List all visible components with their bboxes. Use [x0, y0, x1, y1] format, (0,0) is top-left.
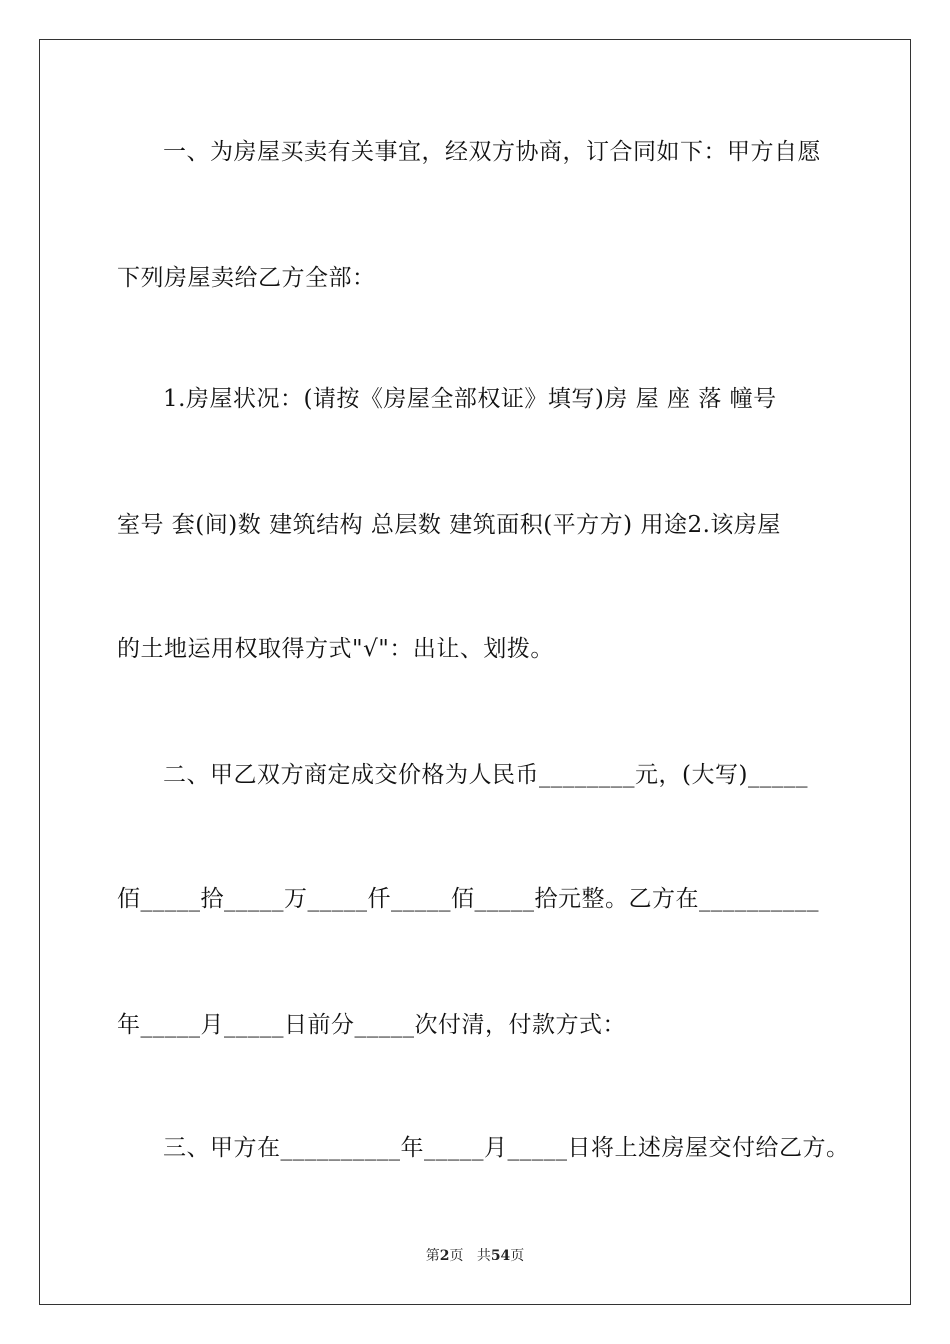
paragraph-line-7: 佰_____拾_____万_____仟_____佰_____拾元整。乙方在__________	[117, 886, 819, 912]
footer-page-unit: 页	[449, 1248, 464, 1264]
paragraph-line-4: 室号 套(间)数 建筑结构 总层数 建筑面积(平方方) 用途2.该房屋	[117, 512, 781, 538]
footer-total-unit: 页	[510, 1248, 525, 1264]
footer-total-prefix: 共	[476, 1248, 491, 1264]
paragraph-line-5: 的土地运用权取得方式"√"：出让、划拨。	[117, 636, 554, 662]
paragraph-line-2: 下列房屋卖给乙方全部：	[117, 265, 376, 291]
paragraph-line-3: 1.房屋状况：(请按《房屋全部权证》填写)房 屋 座 落 幢号	[163, 386, 777, 412]
paragraph-line-9: 三、甲方在__________年_____月_____日将上述房屋交付给乙方。	[163, 1135, 850, 1161]
paragraph-line-6: 二、甲乙双方商定成交价格为人民币________元，(大写)_____	[163, 762, 808, 788]
page-border	[39, 39, 911, 1305]
paragraph-line-8: 年_____月_____日前分_____次付清，付款方式：	[117, 1012, 626, 1038]
paragraph-line-1: 一、为房屋买卖有关事宜，经双方协商，订合同如下：甲方自愿	[163, 139, 821, 165]
page-footer	[0, 1247, 950, 1265]
footer-page-number: 2	[439, 1248, 450, 1264]
footer-page-prefix: 第	[425, 1248, 440, 1264]
footer-total-pages: 54	[490, 1248, 511, 1264]
